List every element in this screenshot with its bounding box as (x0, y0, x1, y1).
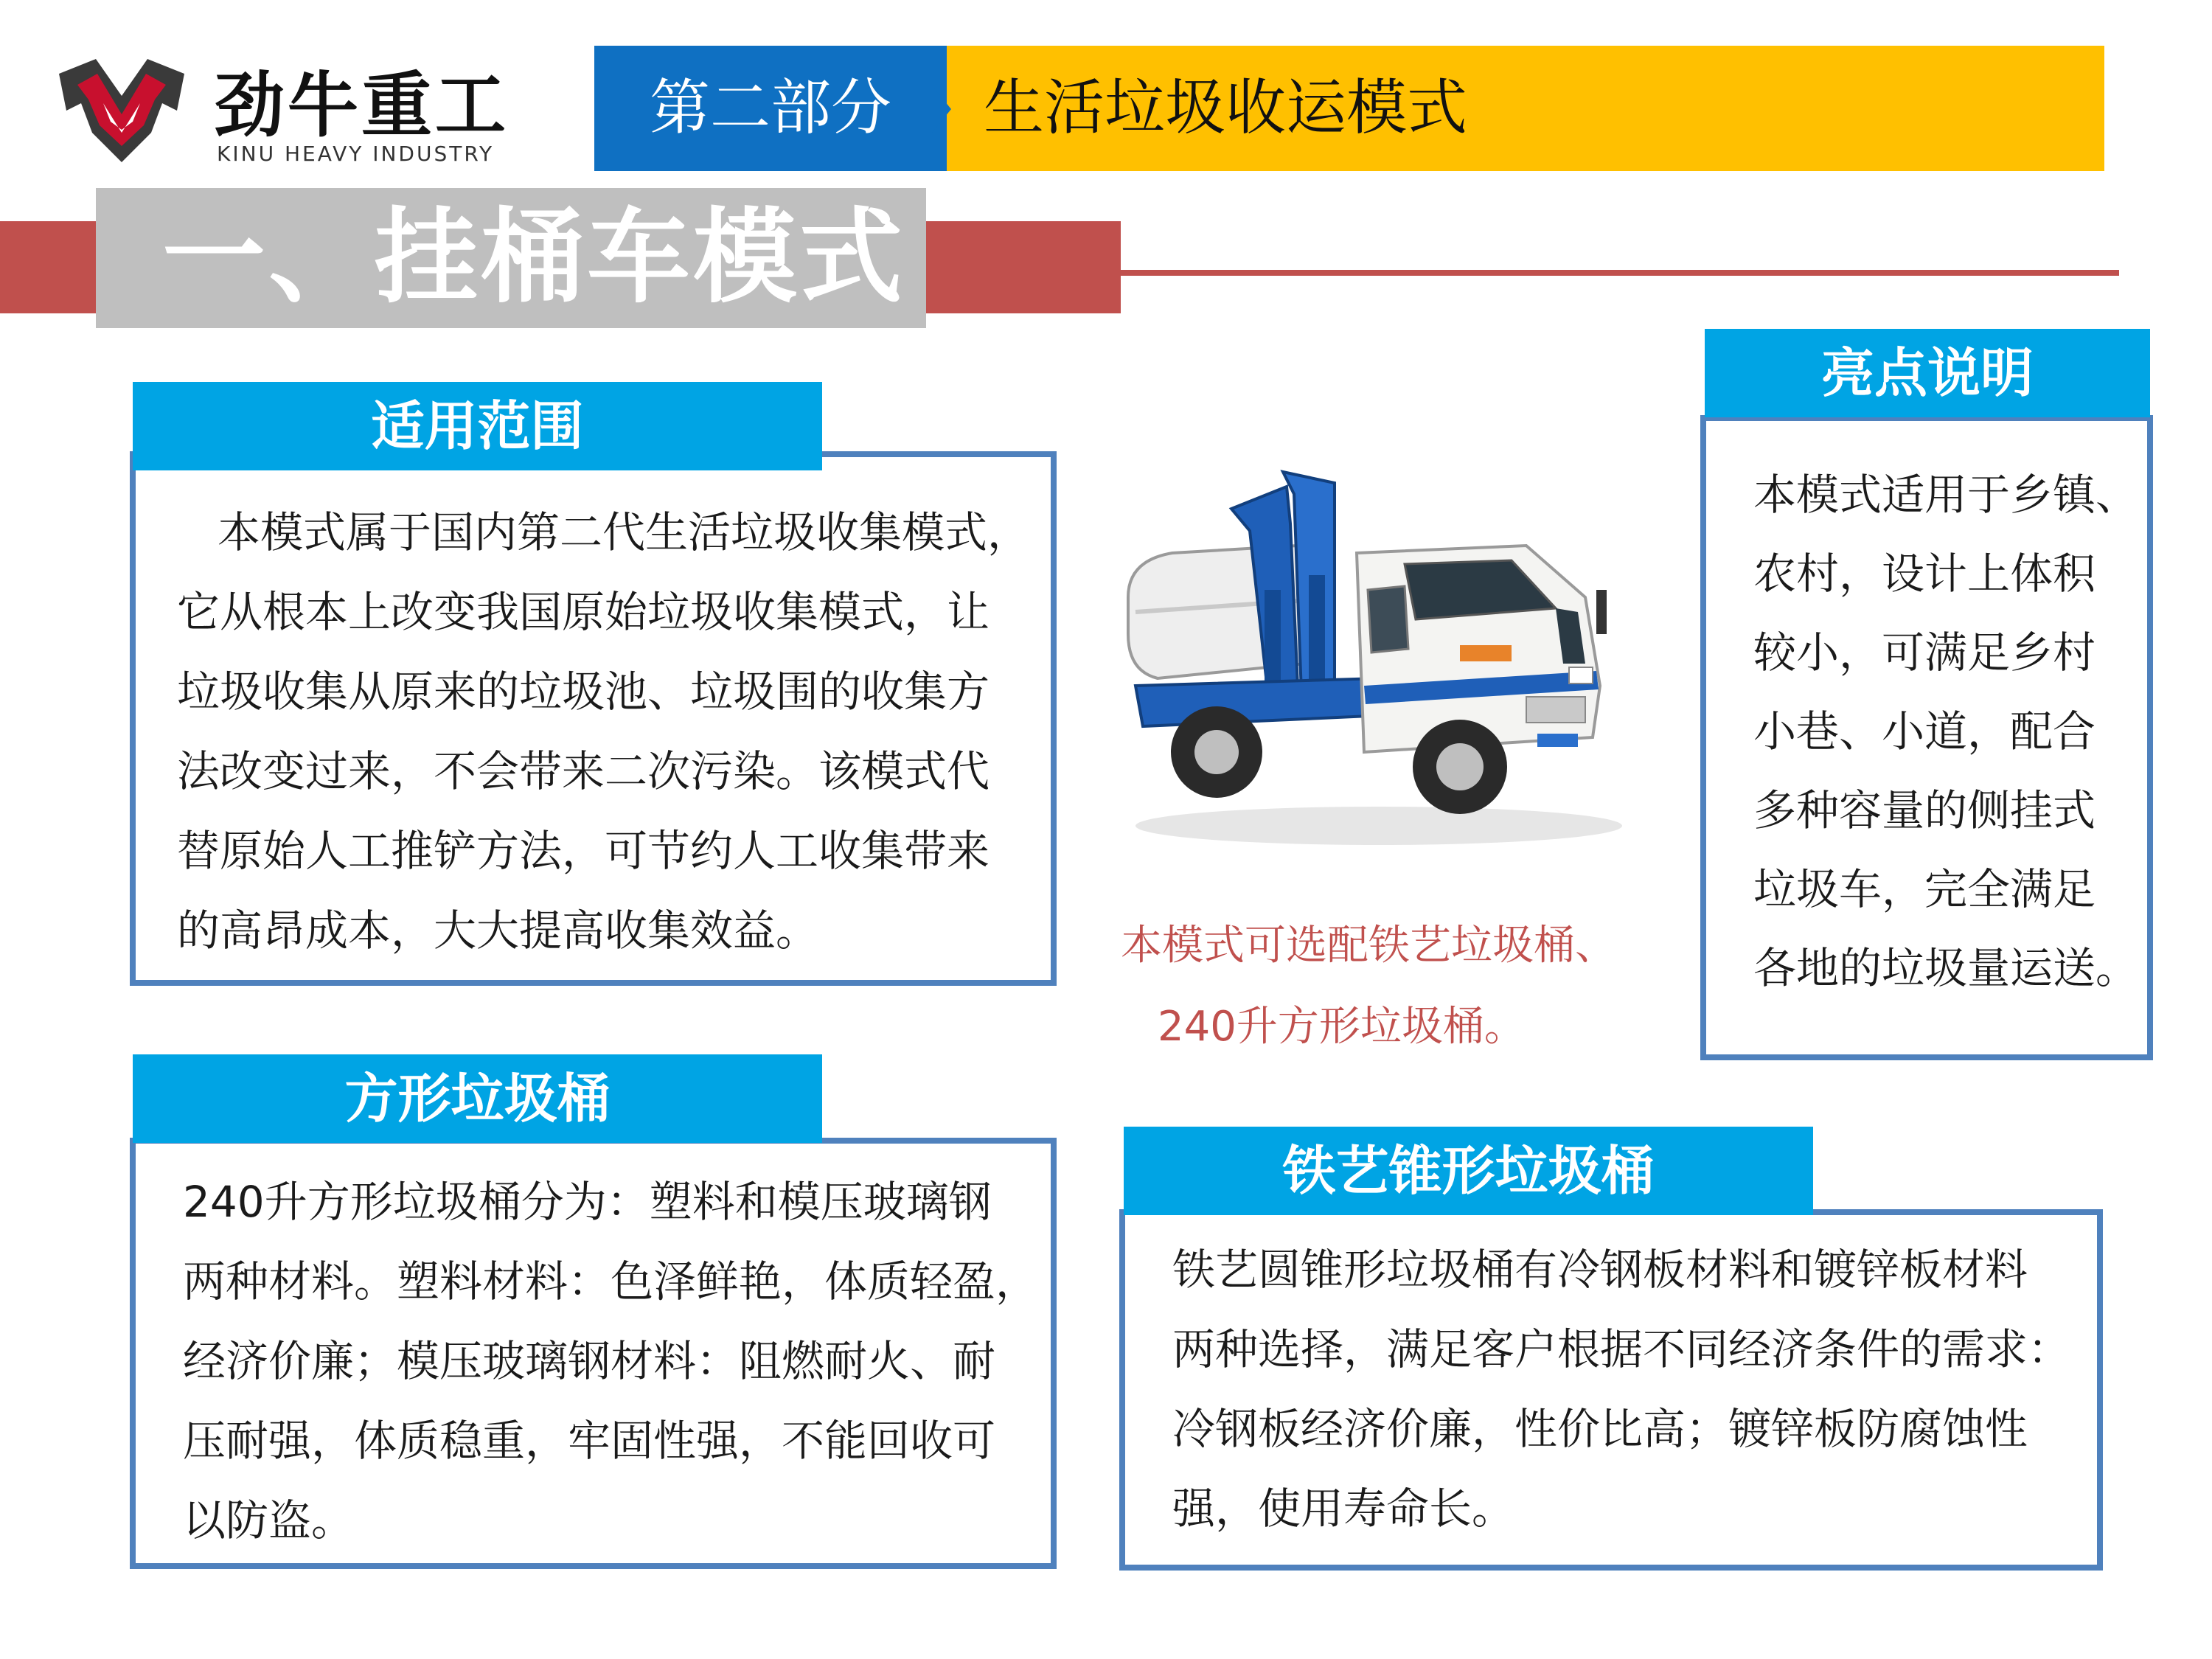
scope-line: 垃圾收集从原来的垃圾池、垃圾围的收集方 (177, 667, 990, 717)
highlight-line: 本模式适用于乡镇、 (1753, 470, 2139, 520)
square-bin-text (183, 1162, 1060, 1560)
banner-title-text: 生活垃圾收运模式 (984, 73, 1468, 143)
square-bin-line: 以防盗。 (183, 1495, 355, 1545)
highlight-line: 农村，设计上体积 (1753, 549, 2096, 599)
square-bin-line: 240升方形垃圾桶分为：塑料和模压玻璃钢 (183, 1177, 992, 1227)
caption-line: 240升方形垃圾桶。 (1158, 1003, 1526, 1051)
scope-line: 替原始人工推铲方法，可节约人工收集带来 (177, 826, 990, 876)
iron-bin-heading: 铁艺锥形垃圾桶 (1124, 1127, 1813, 1215)
brand-name-en: KINU HEAVY INDUSTRY (217, 142, 495, 166)
square-bin-line: 两种材料。塑料材料：色泽鲜艳，体质轻盈， (183, 1256, 1039, 1307)
square-bin-heading: 方形垃圾桶 (133, 1054, 822, 1143)
chevron-right-icon (932, 86, 951, 133)
section-divider-line (1121, 270, 2119, 276)
bull-horns-logo-icon (52, 59, 192, 162)
square-bin-line: 经济价廉；模压玻璃钢材料：阻燃耐火、耐 (183, 1336, 996, 1386)
brand-name-cn: 劲牛重工 (214, 64, 509, 147)
iron-bin-text (1172, 1230, 2094, 1548)
iron-bin-line: 强，使用寿命长。 (1172, 1484, 1515, 1534)
highlight-text (1753, 456, 2144, 1008)
scope-line: 它从根本上改变我国原始垃圾收集模式，让 (177, 587, 990, 637)
iron-bin-line: 冷钢板经济价廉，性价比高；镀锌板防腐蚀性 (1172, 1404, 2028, 1454)
iron-bin-line: 铁艺圆锥形垃圾桶有冷钢板材料和镀锌板材料 (1172, 1245, 2028, 1295)
truck-caption (1121, 905, 1681, 1068)
highlight-heading: 亮点说明 (1705, 329, 2150, 417)
section-label-text: 第二部分 (649, 73, 891, 143)
banner-section-label (594, 46, 947, 171)
scope-line: 法改变过来，不会带来二次污染。该模式代 (177, 746, 990, 796)
scope-text (177, 493, 1047, 970)
caption-line: 本模式可选配铁艺垃圾桶、 (1121, 922, 1616, 970)
scope-line: 本模式属于国内第二代生活垃圾收集模式， (218, 507, 1031, 557)
scope-line: 的高昂成本，大大提高收集效益。 (177, 905, 819, 956)
company-logo (52, 59, 538, 166)
garbage-truck-image (1113, 442, 1637, 855)
iron-bin-line: 两种选择，满足客户根据不同经济条件的需求： (1172, 1324, 2071, 1374)
banner-title (947, 46, 2104, 171)
scope-heading: 适用范围 (133, 382, 822, 470)
highlight-line: 垃圾车，完全满足 (1753, 864, 2096, 914)
page-title: 一、挂桶车模式 (96, 188, 926, 328)
highlight-line: 较小，可满足乡村 (1753, 627, 2096, 678)
highlight-line: 多种容量的侧挂式 (1753, 785, 2096, 835)
highlight-line: 各地的垃圾量运送。 (1753, 943, 2139, 993)
highlight-line: 小巷、小道，配合 (1753, 706, 2096, 757)
square-bin-line: 压耐强，体质稳重，牢固性强，不能回收可 (183, 1416, 996, 1466)
